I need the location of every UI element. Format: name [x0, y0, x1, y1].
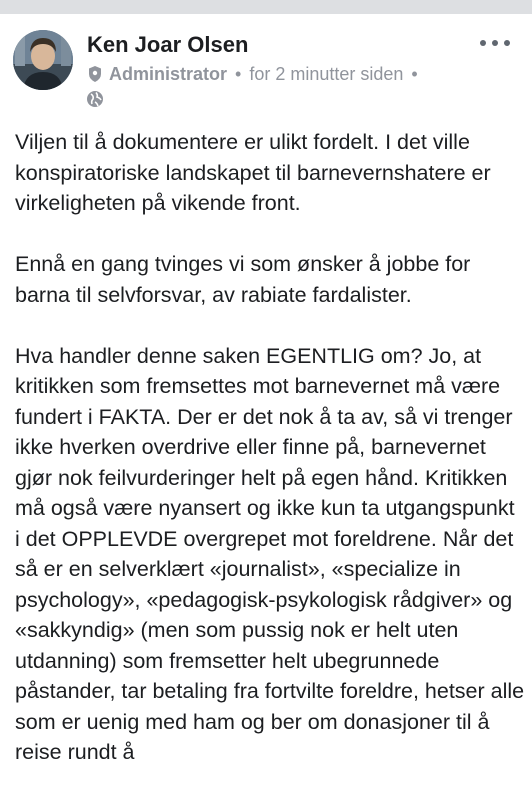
- avatar-photo: [13, 30, 73, 90]
- role-label: Administrator: [109, 63, 228, 84]
- post-card: [0, 14, 532, 806]
- meta-separator: •: [235, 63, 242, 84]
- post-paragraph: Ennå en gang tvinges vi som ønsker å jobbe for barna til selvforsvar, av rabiate fardalister.: [15, 252, 471, 307]
- more-options-button[interactable]: [480, 36, 510, 50]
- post-body: [15, 127, 525, 798]
- more-dot: [492, 40, 498, 46]
- admin-badge-icon: [86, 65, 104, 83]
- top-divider: [0, 0, 532, 14]
- post-meta: [86, 63, 426, 85]
- timestamp[interactable]: for 2 minutter siden: [249, 63, 404, 84]
- more-dot: [504, 40, 510, 46]
- more-dot: [480, 40, 486, 46]
- post-paragraph: Viljen til å dokumentere er ulikt fordelt. I det ville konspiratoriske landskapet til barnevernshatere er virkeligheten på vikende front.: [15, 130, 491, 215]
- globe-icon: [86, 90, 104, 108]
- avatar[interactable]: [13, 30, 73, 90]
- post-paragraph: Hva handler denne saken EGENTLIG om? Jo, at kritikken som fremsettes mot barnevernet må være fundert i FAKTA. Der er det nok å ta av, så vi trenger ikke hverken overdrive eller finne på, barnevernet gjør nok feilvurderinger helt på egen hånd. Kritikken må også være nyansert og ikke kun ta utgangspunkt i det OPPLEVDE overgrepet mot foreldrene. Når det så er en selverklært «journalist», «specialize in psychology», «pedagogisk-psykologisk rådgiver» og «sakkyndig» (men som pussig nok er helt uten utdanning) som fremsetter helt ubegrunnede påstander, tar betaling fra fortvilte foreldre, hetser alle som er uenig med ham og ber om donasjoner til å reise rundt å: [15, 343, 525, 764]
- meta-separator-2: •: [411, 63, 418, 84]
- author-name[interactable]: Ken Joar Olsen: [87, 32, 249, 57]
